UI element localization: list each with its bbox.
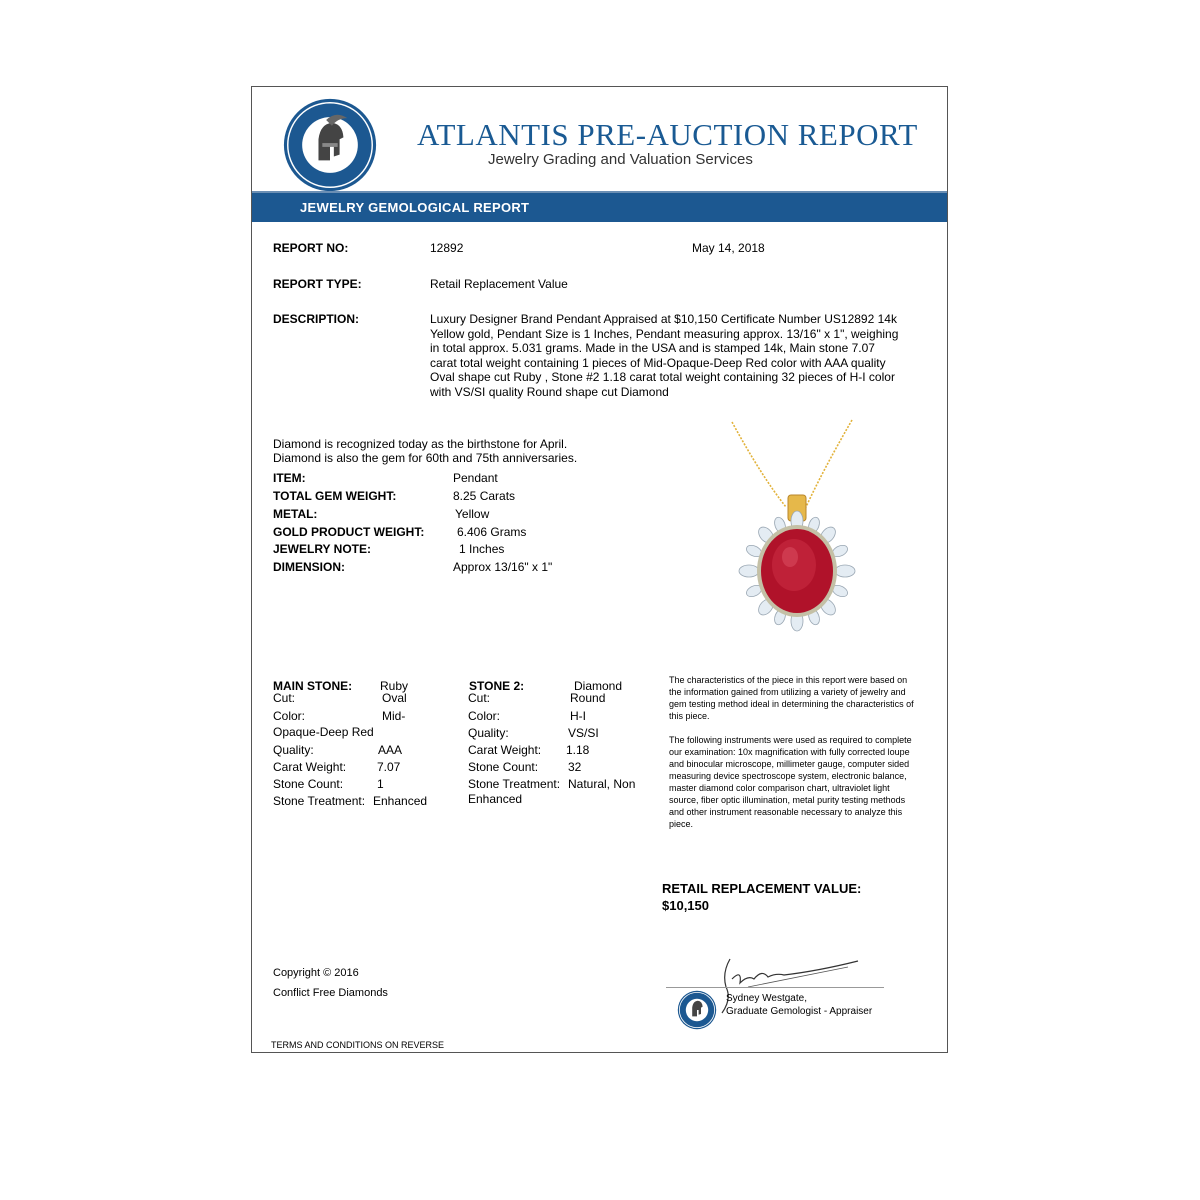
- stone2-color-label: Color:: [468, 709, 501, 723]
- stone2-carat-label: Carat Weight:: [468, 743, 542, 757]
- main-treatment-label: Stone Treatment:: [273, 794, 366, 808]
- report-no-label: REPORT NO:: [273, 241, 349, 255]
- item-value: Pendant: [453, 471, 498, 485]
- stone2-treatment-value-1: Natural, Non: [568, 777, 636, 791]
- instruments-note: The following instruments were used as required to complete our examination: 10x magnification with fully corrected loupe and binocular microscope, millimeter gauge, computer sided measuring device spectroscope system, electronic balance, master diamond color comparison chart, ultraviolet light source, fiber optic illumination, metal purity testing methods and other instrument reasonable necessary to analyze this piece.: [669, 735, 912, 829]
- stone2-quality-value: VS/SI: [568, 726, 599, 740]
- stone2-carat-value: 1.18: [566, 743, 590, 757]
- main-treatment-value: Enhanced: [373, 794, 428, 808]
- gold-weight-value: 6.406 Grams: [457, 525, 527, 539]
- birthstone-line-1: Diamond is recognized today as the birthstone for April.: [273, 437, 568, 451]
- total-gem-weight-value: 8.25 Carats: [453, 489, 516, 503]
- stone2-cut-label: Cut:: [468, 691, 491, 705]
- main-color-label: Color:: [273, 709, 306, 723]
- main-carat-value: 7.07: [377, 760, 401, 774]
- retail-value-label: RETAIL REPLACEMENT VALUE:: [662, 881, 862, 896]
- retail-value-amount: $10,150: [662, 898, 709, 913]
- atlantis-seal-icon: [677, 990, 717, 1030]
- appraiser-name: Sydney Westgate,: [726, 993, 807, 1004]
- description-text: Luxury Designer Brand Pendant Appraised at $10,150 Certificate Number US12892 14k Yellow gold, Pendant Size is 1 Inches, Pendant measuring approx. 13/16" x 1", weighing in total approx. 5.031 grams. Made in the USA and is stamped 14k, Main stone 7.07 carat total weight containing 1 pieces of Mid-Opaque-Deep Red color with AAA quality Oval shape cut Ruby , Stone #2 1.18 carat total weight containing 32 pieces of H-I color with VS/SI quality Round shape cut Diamond: [430, 312, 899, 399]
- dimension-label: DIMENSION:: [273, 560, 345, 574]
- stone2-count-label: Stone Count:: [468, 760, 539, 774]
- main-quality-label: Quality:: [273, 743, 314, 757]
- stone2-heading: STONE 2:: [469, 679, 525, 693]
- section-band: [252, 191, 947, 222]
- report-date: May 14, 2018: [692, 241, 765, 255]
- main-cut-label: Cut:: [273, 691, 296, 705]
- report-type-value: Retail Replacement Value: [430, 277, 568, 291]
- characteristics-note: The characteristics of the piece in this report were based on the information gained from utilizing a variety of jewelry and gem testing method ideal in determining the characteristics of this piece.: [669, 675, 914, 721]
- stone2-treatment-value-2: Enhanced: [468, 792, 523, 806]
- signature-line: [666, 987, 884, 988]
- pendant-image: [722, 417, 872, 637]
- jewelry-note-label: JEWELRY NOTE:: [273, 542, 372, 556]
- report-no-value: 12892: [430, 241, 464, 255]
- report-page: [251, 86, 948, 1053]
- stone2-count-value: 32: [568, 760, 582, 774]
- stone2-cut-value: Round: [570, 691, 606, 705]
- report-title: ATLANTIS PRE-AUCTION REPORT: [417, 117, 918, 152]
- main-stone-heading: MAIN STONE:: [273, 679, 353, 693]
- description-label: DESCRIPTION:: [273, 312, 360, 326]
- total-gem-weight-label: TOTAL GEM WEIGHT:: [273, 489, 397, 503]
- main-cut-value: Oval: [382, 691, 407, 705]
- conflict-free-text: Conflict Free Diamonds: [273, 987, 388, 999]
- gold-weight-label: GOLD PRODUCT WEIGHT:: [273, 525, 425, 539]
- terms-notice: TERMS AND CONDITIONS ON REVERSE: [271, 1040, 445, 1050]
- jewelry-note-value: 1 Inches: [459, 542, 505, 556]
- birthstone-line-2: Diamond is also the gem for 60th and 75th anniversaries.: [273, 451, 578, 465]
- atlantis-logo: [282, 97, 378, 193]
- copyright-text: Copyright © 2016: [273, 967, 359, 979]
- item-label: ITEM:: [273, 471, 306, 485]
- appraiser-title: Graduate Gemologist - Appraiser: [726, 1006, 873, 1017]
- metal-value: Yellow: [455, 507, 490, 521]
- main-color-value-2: Opaque-Deep Red: [273, 725, 374, 739]
- stone2-name: Diamond: [574, 679, 623, 693]
- birthstone-note: [273, 437, 577, 465]
- stone2-treatment-label: Stone Treatment:: [468, 777, 561, 791]
- dimension-value: Approx 13/16" x 1": [453, 560, 553, 574]
- report-type-label: REPORT TYPE:: [273, 277, 362, 291]
- main-count-label: Stone Count:: [273, 777, 344, 791]
- stone2-color-value: H-I: [570, 709, 586, 723]
- main-count-value: 1: [377, 777, 384, 791]
- appraiser-block: [726, 992, 872, 1018]
- report-subtitle: Jewelry Grading and Valuation Services: [488, 151, 753, 168]
- report-header: [252, 87, 947, 191]
- main-carat-label: Carat Weight:: [273, 760, 347, 774]
- main-quality-value: AAA: [378, 743, 403, 757]
- band-label: JEWELRY GEMOLOGICAL REPORT: [300, 200, 530, 215]
- stone2-quality-label: Quality:: [468, 726, 509, 740]
- metal-label: METAL:: [273, 507, 318, 521]
- main-stone-name: Ruby: [380, 679, 409, 693]
- main-color-value-1: Mid-: [382, 709, 406, 723]
